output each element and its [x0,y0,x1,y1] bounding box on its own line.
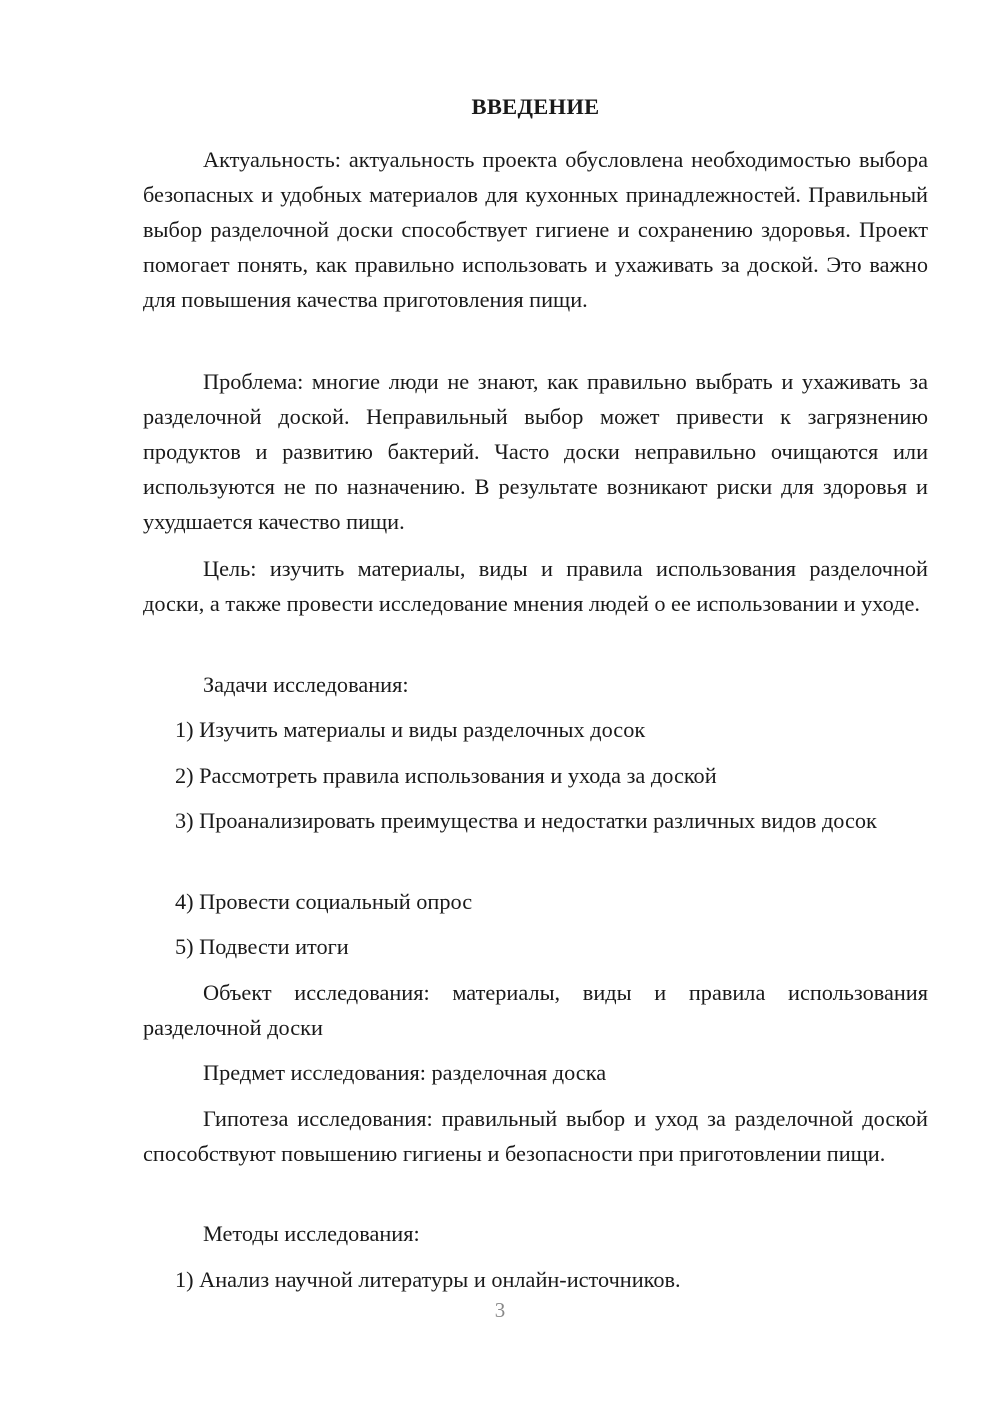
task-item: 2) Рассмотреть правила использования и ухода за доской [175,763,717,788]
section-heading: ВВЕДЕНИЕ [471,94,600,119]
page-number: 3 [494,1298,506,1322]
methods-heading: Методы исследования: [203,1221,420,1246]
goal-paragraph: Цель: изучить материалы, виды и правила использования разделочной доски, а также провести исследование мнения людей о ее использовании и уходе. [143,556,928,616]
object-paragraph: Объект исследования: материалы, виды и правила использования разделочной доски [143,980,928,1040]
tasks-heading: Задачи исследования: [203,672,409,697]
problem-paragraph: Проблема: многие люди не знают, как правильно выбрать и ухаживать за разделочной доской. Неправильный выбор может привести к загрязнению продуктов и развитию бактерий. Часто доски неправильно очищаются или используются не по назначению. В результате возникают риски для здоровья и ухудшается качество пищи. [143,369,928,534]
relevance-paragraph: Актуальность: актуальность проекта обусловлена необходимостью выбора безопасных и удобных материалов для кухонных принадлежностей. Правильный выбор разделочной доски способствует гигиене и сохранению здоровья. Проект помогает понять, как правильно использовать и ухаживать за доской. Это важно для повышения качества приготовления пищи. [143,147,928,312]
method-item: 1) Анализ научной литературы и онлайн-источников. [175,1267,681,1292]
task-item: 3) Проанализировать преимущества и недостатки различных видов досок [175,808,877,833]
task-item: 4) Провести социальный опрос [175,889,473,914]
task-item: 1) Изучить материалы и виды разделочных досок [175,717,646,742]
hypothesis-paragraph: Гипотеза исследования: правильный выбор и уход за разделочной доской способствуют повышению гигиены и безопасности при приготовлении пищи. [143,1106,928,1166]
task-item: 5) Подвести итоги [175,934,349,959]
subject-paragraph: Предмет исследования: разделочная доска [203,1060,607,1085]
